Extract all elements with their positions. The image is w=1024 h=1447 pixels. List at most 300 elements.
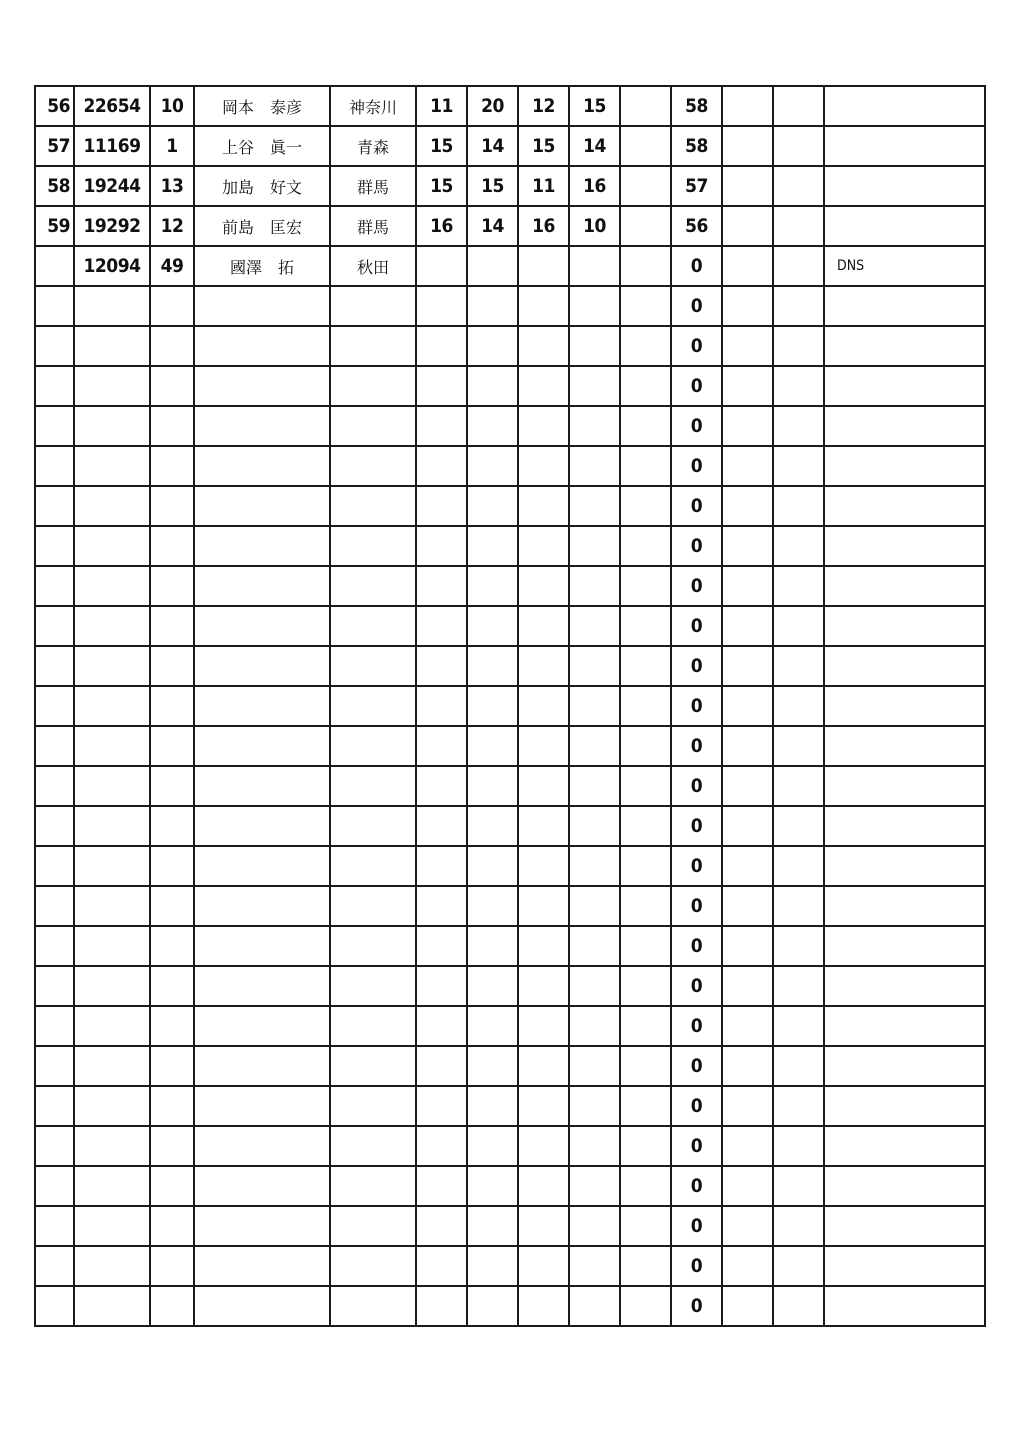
score-2-cell [467, 446, 518, 486]
prefecture-cell [330, 686, 416, 726]
prefecture-cell [330, 446, 416, 486]
score-1-cell [416, 686, 467, 726]
number-cell [150, 726, 194, 766]
results-body [35, 86, 985, 1326]
total-cell: 0 [671, 526, 722, 566]
score-2-cell [467, 686, 518, 726]
total-cell: 0 [671, 766, 722, 806]
extra-2-cell [773, 1166, 824, 1206]
note-cell [824, 446, 985, 486]
table-row [35, 326, 985, 366]
score-3-cell [518, 326, 569, 366]
number-cell [150, 1246, 194, 1286]
extra-2-cell [773, 1126, 824, 1166]
player-id-cell [74, 526, 150, 566]
score-3-cell: 11 [518, 166, 569, 206]
extra-1-cell [722, 1086, 773, 1126]
total-cell: 0 [671, 926, 722, 966]
table-row [35, 246, 985, 286]
extra-2-cell [773, 1006, 824, 1046]
extra-1-cell [722, 886, 773, 926]
rank-cell [35, 286, 74, 326]
extra-2-cell [773, 206, 824, 246]
player-id-cell: 12094 [74, 246, 150, 286]
score-2-cell [467, 806, 518, 846]
extra-2-cell [773, 886, 824, 926]
player-name-cell [194, 1286, 330, 1326]
table-row [35, 606, 985, 646]
score-4-cell [569, 1006, 620, 1046]
total-cell: 0 [671, 1286, 722, 1326]
extra-2-cell [773, 326, 824, 366]
player-id-cell [74, 1166, 150, 1206]
score-4-cell: 15 [569, 86, 620, 126]
table-row [35, 166, 985, 206]
player-id-cell [74, 366, 150, 406]
score-5-cell [620, 1006, 671, 1046]
extra-2-cell [773, 366, 824, 406]
total-cell: 0 [671, 686, 722, 726]
number-cell [150, 1286, 194, 1326]
extra-2-cell [773, 806, 824, 846]
score-1-cell [416, 846, 467, 886]
score-4-cell [569, 846, 620, 886]
note-cell [824, 406, 985, 446]
score-2-cell [467, 926, 518, 966]
prefecture-cell [330, 526, 416, 566]
table-row [35, 486, 985, 526]
prefecture-cell: 秋田 [330, 246, 416, 286]
note-cell [824, 846, 985, 886]
score-2-cell: 14 [467, 126, 518, 166]
table-row [35, 646, 985, 686]
extra-1-cell [722, 966, 773, 1006]
rank-cell [35, 446, 74, 486]
score-4-cell: 10 [569, 206, 620, 246]
player-id-cell [74, 1246, 150, 1286]
score-4-cell [569, 926, 620, 966]
extra-2-cell [773, 966, 824, 1006]
score-4-cell [569, 1286, 620, 1326]
number-cell [150, 686, 194, 726]
player-name-cell: 加島 好文 [194, 166, 330, 206]
player-name-cell [194, 886, 330, 926]
extra-1-cell [722, 686, 773, 726]
number-cell: 49 [150, 246, 194, 286]
prefecture-cell [330, 846, 416, 886]
number-cell [150, 846, 194, 886]
extra-2-cell [773, 166, 824, 206]
total-cell: 0 [671, 1166, 722, 1206]
player-name-cell: 前島 匡宏 [194, 206, 330, 246]
note-cell [824, 1206, 985, 1246]
player-id-cell [74, 846, 150, 886]
extra-2-cell [773, 126, 824, 166]
prefecture-cell [330, 926, 416, 966]
prefecture-cell [330, 1126, 416, 1166]
rank-cell [35, 686, 74, 726]
extra-2-cell [773, 726, 824, 766]
total-cell: 0 [671, 446, 722, 486]
score-2-cell [467, 1286, 518, 1326]
player-name-cell [194, 526, 330, 566]
score-1-cell [416, 766, 467, 806]
extra-1-cell [722, 526, 773, 566]
number-cell [150, 1046, 194, 1086]
extra-1-cell [722, 86, 773, 126]
note-cell [824, 606, 985, 646]
table-row [35, 286, 985, 326]
score-1-cell [416, 966, 467, 1006]
score-2-cell [467, 246, 518, 286]
player-name-cell [194, 1166, 330, 1206]
score-4-cell [569, 446, 620, 486]
rank-cell [35, 846, 74, 886]
player-name-cell [194, 606, 330, 646]
score-4-cell [569, 566, 620, 606]
score-4-cell [569, 1046, 620, 1086]
note-cell [824, 766, 985, 806]
player-id-cell [74, 1006, 150, 1046]
extra-1-cell [722, 326, 773, 366]
extra-2-cell [773, 1246, 824, 1286]
score-4-cell [569, 1166, 620, 1206]
score-5-cell [620, 86, 671, 126]
score-2-cell: 20 [467, 86, 518, 126]
number-cell [150, 966, 194, 1006]
player-id-cell: 19244 [74, 166, 150, 206]
table-row [35, 86, 985, 126]
total-cell: 0 [671, 886, 722, 926]
number-cell [150, 606, 194, 646]
table-row [35, 366, 985, 406]
score-3-cell [518, 1246, 569, 1286]
extra-1-cell [722, 1166, 773, 1206]
score-1-cell: 11 [416, 86, 467, 126]
score-3-cell [518, 526, 569, 566]
total-cell: 0 [671, 846, 722, 886]
table-row [35, 806, 985, 846]
score-3-cell [518, 1286, 569, 1326]
score-4-cell [569, 726, 620, 766]
extra-2-cell [773, 686, 824, 726]
extra-2-cell [773, 446, 824, 486]
player-id-cell [74, 1206, 150, 1246]
player-name-cell [194, 326, 330, 366]
table-row [35, 406, 985, 446]
extra-1-cell [722, 646, 773, 686]
player-id-cell [74, 1126, 150, 1166]
score-5-cell [620, 766, 671, 806]
player-id-cell [74, 406, 150, 446]
prefecture-cell [330, 886, 416, 926]
score-1-cell [416, 926, 467, 966]
table-row [35, 726, 985, 766]
score-4-cell [569, 1246, 620, 1286]
prefecture-cell [330, 286, 416, 326]
prefecture-cell [330, 566, 416, 606]
score-1-cell [416, 1246, 467, 1286]
extra-1-cell [722, 1046, 773, 1086]
score-4-cell [569, 286, 620, 326]
prefecture-cell [330, 966, 416, 1006]
player-name-cell: 國澤 拓 [194, 246, 330, 286]
player-name-cell [194, 846, 330, 886]
extra-2-cell [773, 1086, 824, 1126]
player-id-cell: 22654 [74, 86, 150, 126]
number-cell [150, 326, 194, 366]
number-cell: 13 [150, 166, 194, 206]
player-name-cell [194, 566, 330, 606]
score-5-cell [620, 126, 671, 166]
note-cell [824, 886, 985, 926]
table-row [35, 526, 985, 566]
rank-cell [35, 926, 74, 966]
score-2-cell [467, 286, 518, 326]
score-2-cell [467, 1046, 518, 1086]
extra-2-cell [773, 926, 824, 966]
note-cell [824, 286, 985, 326]
total-cell: 0 [671, 486, 722, 526]
player-id-cell [74, 1286, 150, 1326]
score-3-cell: 16 [518, 206, 569, 246]
rank-cell [35, 526, 74, 566]
score-1-cell: 15 [416, 166, 467, 206]
score-3-cell [518, 686, 569, 726]
extra-1-cell [722, 126, 773, 166]
score-1-cell [416, 886, 467, 926]
player-id-cell [74, 766, 150, 806]
rank-cell [35, 1126, 74, 1166]
rank-cell [35, 366, 74, 406]
prefecture-cell [330, 766, 416, 806]
table-row [35, 886, 985, 926]
score-5-cell [620, 446, 671, 486]
score-1-cell [416, 1166, 467, 1206]
number-cell: 12 [150, 206, 194, 246]
player-name-cell [194, 1206, 330, 1246]
table-row [35, 686, 985, 726]
extra-1-cell [722, 166, 773, 206]
note-cell [824, 326, 985, 366]
score-4-cell [569, 406, 620, 446]
total-cell: 0 [671, 286, 722, 326]
number-cell [150, 566, 194, 606]
score-1-cell [416, 326, 467, 366]
player-name-cell: 上谷 眞一 [194, 126, 330, 166]
extra-2-cell [773, 766, 824, 806]
score-4-cell [569, 326, 620, 366]
score-5-cell [620, 806, 671, 846]
prefecture-cell [330, 1166, 416, 1206]
total-cell: 0 [671, 726, 722, 766]
score-2-cell [467, 766, 518, 806]
score-2-cell [467, 526, 518, 566]
note-cell [824, 806, 985, 846]
extra-1-cell [722, 1206, 773, 1246]
note-cell [824, 526, 985, 566]
player-id-cell: 19292 [74, 206, 150, 246]
rank-cell [35, 406, 74, 446]
number-cell [150, 1086, 194, 1126]
player-name-cell: 岡本 泰彦 [194, 86, 330, 126]
total-cell: 0 [671, 366, 722, 406]
extra-1-cell [722, 1286, 773, 1326]
note-cell [824, 1046, 985, 1086]
note-cell [824, 646, 985, 686]
extra-2-cell [773, 646, 824, 686]
extra-1-cell [722, 1006, 773, 1046]
score-4-cell [569, 1086, 620, 1126]
total-cell: 56 [671, 206, 722, 246]
score-2-cell [467, 1126, 518, 1166]
table-row [35, 566, 985, 606]
score-3-cell [518, 286, 569, 326]
rank-cell [35, 1046, 74, 1086]
score-5-cell [620, 366, 671, 406]
player-id-cell [74, 806, 150, 846]
prefecture-cell: 群馬 [330, 166, 416, 206]
score-2-cell [467, 1166, 518, 1206]
score-1-cell [416, 286, 467, 326]
total-cell: 0 [671, 806, 722, 846]
score-5-cell [620, 646, 671, 686]
score-4-cell [569, 766, 620, 806]
score-2-cell [467, 646, 518, 686]
score-3-cell [518, 1126, 569, 1166]
extra-2-cell [773, 566, 824, 606]
player-id-cell [74, 486, 150, 526]
score-2-cell: 14 [467, 206, 518, 246]
score-5-cell [620, 686, 671, 726]
player-id-cell [74, 326, 150, 366]
extra-1-cell [722, 1246, 773, 1286]
score-5-cell [620, 1166, 671, 1206]
score-4-cell [569, 1126, 620, 1166]
rank-cell [35, 326, 74, 366]
rank-cell: 59 [35, 206, 74, 246]
player-id-cell [74, 646, 150, 686]
score-4-cell: 14 [569, 126, 620, 166]
extra-2-cell [773, 1046, 824, 1086]
score-2-cell: 15 [467, 166, 518, 206]
score-3-cell [518, 366, 569, 406]
total-cell: 0 [671, 1246, 722, 1286]
score-1-cell: 15 [416, 126, 467, 166]
number-cell [150, 406, 194, 446]
note-cell [824, 1006, 985, 1046]
number-cell [150, 646, 194, 686]
number-cell [150, 766, 194, 806]
score-2-cell [467, 366, 518, 406]
player-id-cell [74, 1046, 150, 1086]
rank-cell [35, 886, 74, 926]
score-2-cell [467, 566, 518, 606]
score-5-cell [620, 1086, 671, 1126]
score-1-cell [416, 566, 467, 606]
table-row [35, 966, 985, 1006]
extra-1-cell [722, 806, 773, 846]
number-cell [150, 806, 194, 846]
player-name-cell [194, 966, 330, 1006]
rank-cell: 58 [35, 166, 74, 206]
rank-cell [35, 1246, 74, 1286]
extra-1-cell [722, 766, 773, 806]
note-cell [824, 1086, 985, 1126]
rank-cell [35, 966, 74, 1006]
prefecture-cell [330, 1046, 416, 1086]
prefecture-cell [330, 606, 416, 646]
score-3-cell [518, 246, 569, 286]
score-3-cell [518, 446, 569, 486]
score-2-cell [467, 846, 518, 886]
total-cell: 0 [671, 326, 722, 366]
score-5-cell [620, 846, 671, 886]
rank-cell [35, 726, 74, 766]
extra-2-cell [773, 486, 824, 526]
score-5-cell [620, 286, 671, 326]
player-name-cell [194, 1126, 330, 1166]
score-5-cell [620, 1246, 671, 1286]
score-3-cell [518, 726, 569, 766]
player-name-cell [194, 286, 330, 326]
extra-1-cell [722, 486, 773, 526]
score-3-cell [518, 1006, 569, 1046]
extra-2-cell [773, 1206, 824, 1246]
score-5-cell [620, 406, 671, 446]
score-5-cell [620, 166, 671, 206]
player-name-cell [194, 406, 330, 446]
player-name-cell [194, 686, 330, 726]
extra-1-cell [722, 1126, 773, 1166]
score-4-cell: 16 [569, 166, 620, 206]
extra-1-cell [722, 406, 773, 446]
score-3-cell [518, 566, 569, 606]
total-cell: 0 [671, 606, 722, 646]
extra-2-cell [773, 246, 824, 286]
player-id-cell [74, 1086, 150, 1126]
number-cell: 10 [150, 86, 194, 126]
note-cell [824, 166, 985, 206]
prefecture-cell: 神奈川 [330, 86, 416, 126]
table-row [35, 1206, 985, 1246]
score-3-cell [518, 966, 569, 1006]
total-cell: 0 [671, 1086, 722, 1126]
note-cell [824, 1126, 985, 1166]
score-5-cell [620, 486, 671, 526]
score-1-cell [416, 646, 467, 686]
player-name-cell [194, 446, 330, 486]
player-id-cell: 11169 [74, 126, 150, 166]
player-id-cell [74, 886, 150, 926]
number-cell [150, 446, 194, 486]
rank-cell [35, 1006, 74, 1046]
rank-cell [35, 566, 74, 606]
score-5-cell [620, 326, 671, 366]
table-row [35, 126, 985, 166]
total-cell: 0 [671, 646, 722, 686]
score-5-cell [620, 526, 671, 566]
score-3-cell [518, 486, 569, 526]
total-cell: 0 [671, 566, 722, 606]
prefecture-cell [330, 1206, 416, 1246]
extra-1-cell [722, 206, 773, 246]
table-row [35, 1126, 985, 1166]
prefecture-cell [330, 1086, 416, 1126]
number-cell [150, 1206, 194, 1246]
rank-cell [35, 766, 74, 806]
score-4-cell [569, 606, 620, 646]
